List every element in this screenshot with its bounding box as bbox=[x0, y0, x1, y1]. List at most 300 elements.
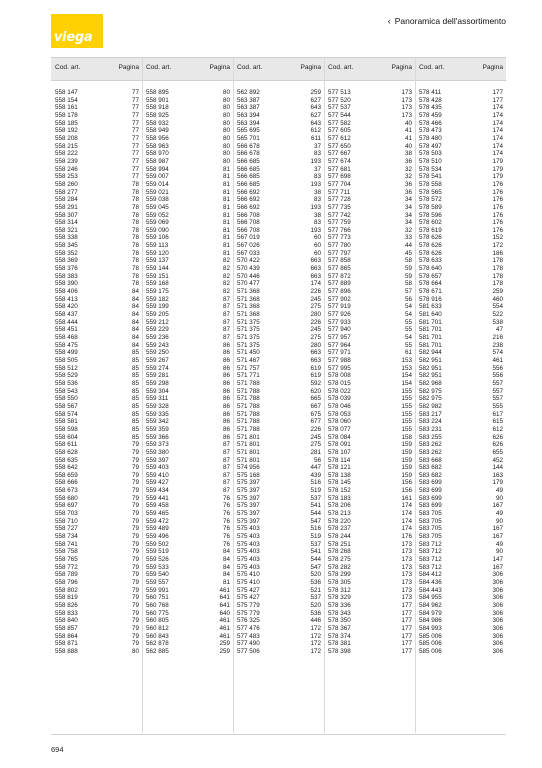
page-ref: 557 bbox=[492, 387, 503, 395]
table-row bbox=[415, 457, 506, 465]
article-code: 578 084 bbox=[328, 433, 351, 441]
article-code: 558 444 bbox=[55, 318, 78, 326]
table-row bbox=[324, 617, 415, 625]
page-ref: 177 bbox=[401, 624, 412, 632]
page-ref: 612 bbox=[492, 425, 503, 433]
table-row bbox=[415, 319, 506, 327]
page-ref: 161 bbox=[401, 494, 412, 502]
article-code: 571 375 bbox=[237, 318, 260, 326]
article-code: 559 274 bbox=[146, 364, 169, 372]
article-code: 577 933 bbox=[328, 318, 351, 326]
page-ref: 154 bbox=[401, 379, 412, 387]
table-row bbox=[415, 196, 506, 204]
page-ref: 172 bbox=[310, 640, 321, 648]
article-code: 578 268 bbox=[328, 548, 351, 556]
page-ref: 84 bbox=[131, 288, 139, 296]
table-row bbox=[324, 311, 415, 319]
article-code: 562 885 bbox=[146, 647, 169, 655]
page-ref: 90 bbox=[495, 517, 503, 525]
article-code: 558 529 bbox=[55, 372, 78, 380]
page-ref: 173 bbox=[401, 540, 412, 548]
article-code: 558 796 bbox=[55, 579, 78, 586]
article-code: 571 375 bbox=[237, 326, 260, 334]
page-ref: 79 bbox=[131, 525, 139, 533]
table-row bbox=[51, 219, 142, 227]
article-code: 583 255 bbox=[419, 433, 442, 441]
table-row bbox=[142, 411, 233, 419]
table-row bbox=[415, 181, 506, 189]
page-ref: 172 bbox=[310, 624, 321, 632]
table-row bbox=[51, 273, 142, 281]
article-code: 578 480 bbox=[419, 134, 442, 142]
page-ref: 537 bbox=[310, 494, 321, 502]
article-code: 578 626 bbox=[419, 234, 442, 242]
page-ref: 173 bbox=[401, 111, 412, 119]
page-ref: 156 bbox=[401, 487, 412, 495]
page-ref: 176 bbox=[492, 188, 503, 196]
article-code: 558 291 bbox=[55, 203, 78, 211]
table-row bbox=[51, 564, 142, 572]
table-row bbox=[415, 640, 506, 648]
article-code: 558 895 bbox=[146, 89, 169, 96]
article-code: 558 536 bbox=[55, 379, 78, 387]
page-ref: 238 bbox=[492, 341, 503, 349]
table-row bbox=[233, 533, 324, 541]
article-code: 585 006 bbox=[419, 647, 442, 655]
article-code: 581 640 bbox=[419, 311, 442, 319]
page-ref: 617 bbox=[492, 410, 503, 418]
table-row bbox=[415, 541, 506, 549]
table-row bbox=[415, 143, 506, 151]
page-ref: 55 bbox=[404, 341, 412, 349]
page-ref: 665 bbox=[310, 395, 321, 403]
table-row bbox=[415, 594, 506, 602]
page-ref: 78 bbox=[131, 272, 139, 280]
table-row bbox=[415, 120, 506, 128]
article-code: 577 988 bbox=[328, 356, 351, 364]
page-ref: 173 bbox=[401, 563, 412, 571]
article-code: 571 801 bbox=[237, 441, 260, 449]
page-ref: 33 bbox=[404, 234, 412, 242]
article-code: 578 602 bbox=[419, 219, 442, 227]
page-ref: 245 bbox=[310, 295, 321, 303]
page-ref: 522 bbox=[492, 311, 503, 319]
table-row bbox=[142, 349, 233, 357]
article-code: 558 567 bbox=[55, 402, 78, 410]
page-ref: 79 bbox=[131, 494, 139, 502]
article-code: 577 728 bbox=[328, 196, 351, 204]
table-row bbox=[415, 571, 506, 579]
article-code: 578 220 bbox=[328, 517, 351, 525]
article-code: 558 673 bbox=[55, 487, 78, 495]
table-row bbox=[324, 349, 415, 357]
table-row bbox=[324, 411, 415, 419]
page-ref: 79 bbox=[131, 556, 139, 564]
article-code: 583 712 bbox=[419, 556, 442, 564]
page-ref: 173 bbox=[401, 579, 412, 586]
article-code: 577 971 bbox=[328, 349, 351, 357]
article-code: 559 205 bbox=[146, 311, 169, 319]
article-code: 571 788 bbox=[237, 425, 260, 433]
table-row bbox=[233, 234, 324, 242]
page-ref: 555 bbox=[492, 402, 503, 410]
article-code: 560 775 bbox=[146, 609, 169, 617]
page-ref: 174 bbox=[401, 525, 412, 533]
nav-label[interactable]: Panoramica dell'assortimento bbox=[394, 16, 506, 26]
page-ref: 79 bbox=[131, 571, 139, 579]
page-ref: 174 bbox=[492, 104, 503, 112]
article-code: 582 975 bbox=[419, 387, 442, 395]
article-code: 577 865 bbox=[328, 265, 351, 273]
page-ref: 79 bbox=[131, 617, 139, 625]
table-row bbox=[324, 441, 415, 449]
article-code: 558 376 bbox=[55, 265, 78, 273]
article-code: 559 533 bbox=[146, 563, 169, 571]
table-row bbox=[324, 395, 415, 403]
article-code: 562 892 bbox=[237, 89, 260, 96]
article-code: 558 420 bbox=[55, 303, 78, 311]
page-ref: 76 bbox=[222, 494, 230, 502]
table-row bbox=[142, 227, 233, 235]
table-row bbox=[51, 196, 142, 204]
table-row bbox=[233, 449, 324, 457]
article-code: 558 451 bbox=[55, 326, 78, 334]
article-code: 558 871 bbox=[55, 640, 78, 648]
table-row bbox=[324, 135, 415, 143]
page-ref: 87 bbox=[222, 311, 230, 319]
table-row bbox=[324, 89, 415, 97]
page-ref: 85 bbox=[131, 379, 139, 387]
article-code: 558 765 bbox=[55, 556, 78, 564]
article-code: 558 734 bbox=[55, 533, 78, 541]
article-code: 558 185 bbox=[55, 119, 78, 127]
article-code: 578 145 bbox=[328, 479, 351, 487]
page-ref: 519 bbox=[310, 487, 321, 495]
table-row bbox=[324, 189, 415, 197]
page-ref: 537 bbox=[310, 540, 321, 548]
page-ref: 663 bbox=[310, 272, 321, 280]
index-column bbox=[51, 59, 142, 656]
table-row bbox=[324, 648, 415, 656]
page-ref: 159 bbox=[401, 471, 412, 479]
article-code: 559 298 bbox=[146, 379, 169, 387]
article-code: 558 284 bbox=[55, 196, 78, 204]
table-row bbox=[415, 418, 506, 426]
page-ref: 176 bbox=[492, 219, 503, 227]
page-ref: 79 bbox=[131, 471, 139, 479]
article-code: 581 701 bbox=[419, 334, 442, 341]
table-row bbox=[415, 212, 506, 220]
table-row bbox=[415, 234, 506, 242]
page-ref: 79 bbox=[131, 441, 139, 449]
page-ref: 85 bbox=[131, 364, 139, 372]
table-row bbox=[415, 487, 506, 495]
article-code: 577 537 bbox=[328, 104, 351, 112]
article-code: 571 788 bbox=[237, 410, 260, 418]
table-row bbox=[51, 158, 142, 166]
article-code: 575 397 bbox=[237, 517, 260, 525]
article-code: 559 175 bbox=[146, 288, 169, 296]
table-row bbox=[51, 541, 142, 549]
page-ref: 173 bbox=[401, 571, 412, 579]
page-ref: 173 bbox=[401, 556, 412, 564]
article-code: 578 367 bbox=[328, 624, 351, 632]
page-ref: 85 bbox=[131, 425, 139, 433]
table-row bbox=[324, 418, 415, 426]
page-ref: 536 bbox=[310, 609, 321, 617]
article-code: 571 368 bbox=[237, 311, 260, 319]
article-code: 575 168 bbox=[237, 471, 260, 479]
article-code: 559 540 bbox=[146, 571, 169, 579]
table-row bbox=[415, 166, 506, 174]
table-row bbox=[51, 648, 142, 656]
table-row bbox=[233, 334, 324, 342]
table-row bbox=[51, 502, 142, 510]
table-row bbox=[415, 525, 506, 533]
article-code: 578 152 bbox=[328, 487, 351, 495]
page-ref: 83 bbox=[313, 150, 321, 158]
page-ref: 306 bbox=[492, 617, 503, 625]
article-code: 559 502 bbox=[146, 540, 169, 548]
page-ref: 538 bbox=[492, 318, 503, 326]
article-code: 575 779 bbox=[237, 601, 260, 609]
page-ref: 460 bbox=[492, 295, 503, 303]
table-row bbox=[142, 265, 233, 273]
table-row bbox=[233, 479, 324, 487]
table-row bbox=[415, 449, 506, 457]
table-row bbox=[142, 464, 233, 472]
page-ref: 78 bbox=[131, 188, 139, 196]
table-row bbox=[142, 380, 233, 388]
table-row bbox=[142, 357, 233, 365]
article-code: 566 678 bbox=[237, 150, 260, 158]
table-row bbox=[233, 143, 324, 151]
table-row bbox=[415, 288, 506, 296]
table-row bbox=[233, 273, 324, 281]
page-ref: 32 bbox=[404, 165, 412, 173]
table-row bbox=[415, 173, 506, 181]
page-ref: 85 bbox=[131, 433, 139, 441]
table-row bbox=[233, 212, 324, 220]
table-row bbox=[415, 365, 506, 373]
article-code: 559 069 bbox=[146, 219, 169, 227]
table-row bbox=[233, 204, 324, 212]
article-code: 578 398 bbox=[328, 647, 351, 655]
table-row bbox=[415, 533, 506, 541]
article-code: 577 773 bbox=[328, 234, 351, 242]
article-code: 566 692 bbox=[237, 188, 260, 196]
page-ref: 461 bbox=[219, 617, 230, 625]
table-row bbox=[324, 533, 415, 541]
table-row bbox=[51, 395, 142, 403]
page-ref: 81 bbox=[222, 234, 230, 242]
article-code: 558 604 bbox=[55, 433, 78, 441]
table-row bbox=[233, 434, 324, 442]
table-row bbox=[142, 112, 233, 120]
table-row bbox=[51, 349, 142, 357]
article-code: 571 368 bbox=[237, 288, 260, 296]
article-code: 559 496 bbox=[146, 533, 169, 541]
page-ref: 58 bbox=[404, 257, 412, 265]
table-row bbox=[233, 296, 324, 304]
article-code: 578 213 bbox=[328, 510, 351, 518]
page-ref: 159 bbox=[401, 448, 412, 456]
article-code: 559 519 bbox=[146, 548, 169, 556]
table-row bbox=[142, 403, 233, 411]
article-code: 571 788 bbox=[237, 387, 260, 395]
page-ref: 87 bbox=[222, 441, 230, 449]
table-row bbox=[51, 127, 142, 135]
article-code: 577 964 bbox=[328, 341, 351, 349]
table-row bbox=[415, 548, 506, 556]
table-row bbox=[415, 219, 506, 227]
table-row bbox=[142, 234, 233, 242]
article-code: 577 704 bbox=[328, 180, 351, 188]
article-code: 578 343 bbox=[328, 609, 351, 617]
page-ref: 520 bbox=[310, 571, 321, 579]
article-code: 559 311 bbox=[146, 395, 169, 403]
article-code: 567 026 bbox=[237, 242, 260, 250]
article-code: 574 956 bbox=[237, 464, 260, 472]
page-ref: 554 bbox=[492, 303, 503, 311]
page-ref: 79 bbox=[131, 479, 139, 487]
table-row bbox=[51, 403, 142, 411]
page-ref: 80 bbox=[222, 104, 230, 112]
table-row bbox=[142, 594, 233, 602]
breadcrumb-nav[interactable] bbox=[388, 16, 506, 26]
article-code: 558 659 bbox=[55, 471, 78, 479]
page-ref: 77 bbox=[131, 96, 139, 104]
page-ref: 226 bbox=[310, 425, 321, 433]
table-row bbox=[324, 487, 415, 495]
page-ref: 281 bbox=[310, 448, 321, 456]
table-row bbox=[233, 280, 324, 288]
article-code: 566 708 bbox=[237, 211, 260, 219]
article-code: 559 045 bbox=[146, 203, 169, 211]
table-row bbox=[51, 135, 142, 143]
page-ref: 155 bbox=[401, 425, 412, 433]
article-code: 558 260 bbox=[55, 180, 78, 188]
page-ref: 216 bbox=[492, 334, 503, 341]
table-row bbox=[51, 342, 142, 350]
page-ref: 84 bbox=[222, 571, 230, 579]
article-code: 578 626 bbox=[419, 242, 442, 250]
article-code: 559 281 bbox=[146, 372, 169, 380]
page-ref: 306 bbox=[492, 594, 503, 602]
article-code: 558 406 bbox=[55, 288, 78, 296]
table-row bbox=[142, 97, 233, 105]
article-code: 559 380 bbox=[146, 448, 169, 456]
table-row bbox=[324, 97, 415, 105]
table-row bbox=[233, 487, 324, 495]
article-code: 584 443 bbox=[419, 586, 442, 594]
article-code: 578 206 bbox=[328, 502, 351, 510]
table-row bbox=[324, 579, 415, 587]
table-row bbox=[51, 479, 142, 487]
article-code: 578 039 bbox=[328, 395, 351, 403]
table-row bbox=[142, 365, 233, 373]
page-ref: 81 bbox=[222, 188, 230, 196]
table-row bbox=[415, 334, 506, 342]
page-ref: 173 bbox=[401, 594, 412, 602]
table-row bbox=[51, 212, 142, 220]
article-code: 575 779 bbox=[237, 609, 260, 617]
article-code: 582 968 bbox=[419, 379, 442, 387]
table-row bbox=[142, 556, 233, 564]
article-code: 578 046 bbox=[328, 402, 351, 410]
article-code: 558 994 bbox=[146, 165, 169, 173]
table-row bbox=[142, 89, 233, 97]
article-code: 575 397 bbox=[237, 510, 260, 518]
page-ref: 167 bbox=[492, 563, 503, 571]
page-ref: 81 bbox=[222, 165, 230, 173]
page-ref: 85 bbox=[131, 356, 139, 364]
page-ref: 226 bbox=[310, 318, 321, 326]
table-row bbox=[51, 602, 142, 610]
table-row bbox=[324, 227, 415, 235]
table-row bbox=[324, 510, 415, 518]
page-ref: 557 bbox=[492, 395, 503, 403]
article-code: 558 581 bbox=[55, 418, 78, 426]
page-ref: 179 bbox=[492, 173, 503, 181]
table-row bbox=[324, 342, 415, 350]
table-row bbox=[324, 265, 415, 273]
article-code: 578 053 bbox=[328, 410, 351, 418]
page-ref: 521 bbox=[310, 586, 321, 594]
article-code: 571 467 bbox=[237, 356, 260, 364]
header-code: Cod. art. bbox=[146, 64, 172, 71]
table-row bbox=[415, 89, 506, 97]
page-ref: 178 bbox=[492, 280, 503, 288]
page-ref: 77 bbox=[131, 127, 139, 135]
article-code: 578 350 bbox=[328, 617, 351, 625]
table-row bbox=[51, 265, 142, 273]
page-ref: 663 bbox=[310, 349, 321, 357]
article-code: 577 889 bbox=[328, 280, 351, 288]
article-code: 571 788 bbox=[237, 418, 260, 426]
article-code: 560 751 bbox=[146, 594, 169, 602]
page-ref: 61 bbox=[404, 349, 412, 357]
article-code: 577 858 bbox=[328, 257, 351, 265]
table-row bbox=[233, 219, 324, 227]
logo-text: viega bbox=[54, 30, 93, 45]
article-code: 558 246 bbox=[55, 165, 78, 173]
article-code: 578 381 bbox=[328, 640, 351, 648]
table-row bbox=[324, 548, 415, 556]
page-ref: 619 bbox=[310, 364, 321, 372]
page-ref: 173 bbox=[401, 104, 412, 112]
article-code: 558 666 bbox=[55, 479, 78, 487]
page-ref: 626 bbox=[492, 433, 503, 441]
article-code: 571 801 bbox=[237, 433, 260, 441]
article-code: 578 312 bbox=[328, 586, 351, 594]
table-row bbox=[415, 97, 506, 105]
article-code: 566 708 bbox=[237, 226, 260, 234]
article-code: 559 052 bbox=[146, 211, 169, 219]
table-row bbox=[51, 510, 142, 518]
table-row bbox=[233, 403, 324, 411]
page-ref: 155 bbox=[401, 418, 412, 426]
table-row bbox=[51, 242, 142, 250]
article-code: 578 275 bbox=[328, 556, 351, 564]
page-ref: 36 bbox=[404, 180, 412, 188]
table-row bbox=[142, 525, 233, 533]
table-row bbox=[233, 288, 324, 296]
table-row bbox=[51, 280, 142, 288]
article-code: 570 422 bbox=[237, 257, 260, 265]
article-code: 583 705 bbox=[419, 510, 442, 518]
table-row bbox=[415, 518, 506, 526]
